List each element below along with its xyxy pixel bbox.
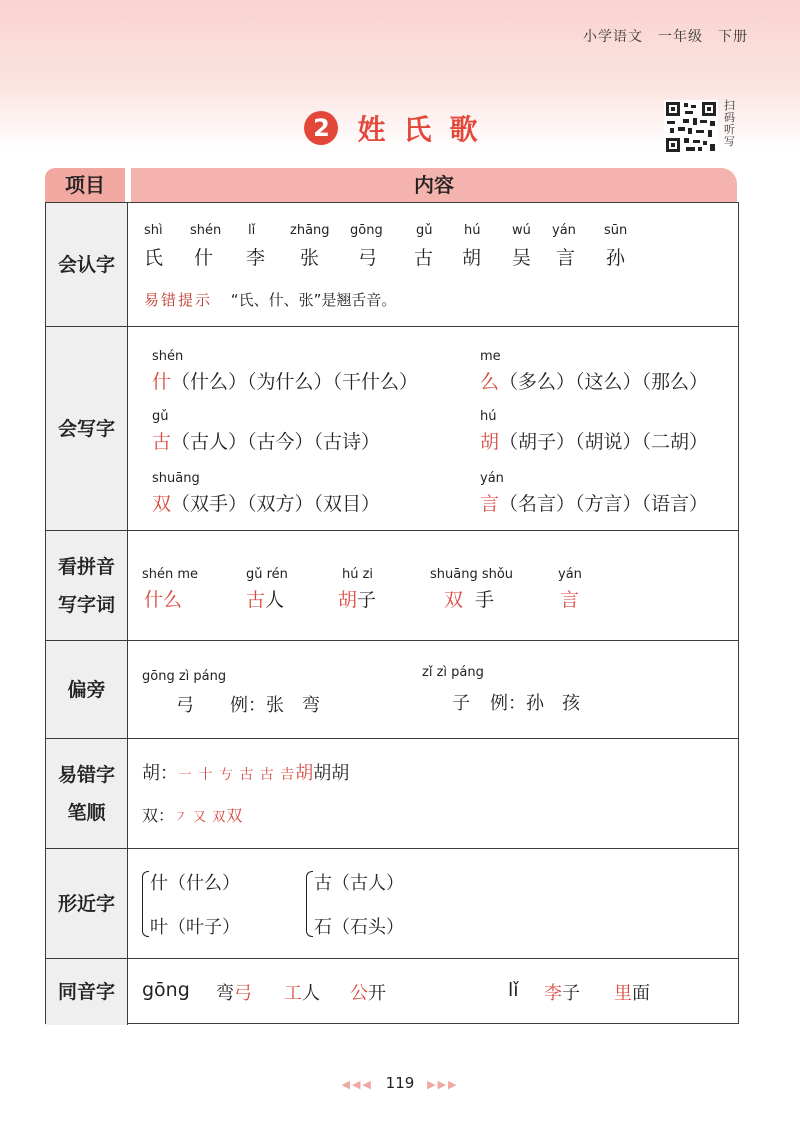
char: 孙 xyxy=(606,247,626,269)
header-content: 内容 xyxy=(131,168,737,202)
row-label: 偏旁 xyxy=(46,641,128,738)
header-item: 项目 xyxy=(45,168,125,202)
row-content xyxy=(128,531,738,640)
row-label: 形近字 xyxy=(46,849,128,958)
char: 氏 xyxy=(144,247,164,269)
stroke-order-shuang: 双：㇇ 又 双双 xyxy=(142,806,243,825)
left-arrows-icon: ◀◀◀ xyxy=(341,1078,373,1091)
pinyin: sūn xyxy=(604,223,628,238)
page-number-text: 119 xyxy=(385,1074,415,1092)
book-info: 小学语文 一年级 下册 xyxy=(583,29,748,45)
homophone-word: 弯弓 xyxy=(216,983,252,1004)
row-content xyxy=(128,327,738,530)
pinyin: shén xyxy=(190,223,222,238)
answer: 言 xyxy=(560,589,580,611)
pinyin: shén me xyxy=(142,567,199,582)
row-write xyxy=(46,327,738,531)
pinyin: shuāng shǒu xyxy=(430,567,514,582)
char: 什 xyxy=(194,247,214,269)
hint-text: “氏、什、张”是翘舌音。 xyxy=(230,291,397,309)
row-content xyxy=(128,641,738,738)
pinyin: hú xyxy=(464,223,481,238)
pinyin: yán xyxy=(558,567,582,582)
char: 张 xyxy=(300,247,320,269)
table-header xyxy=(45,168,737,202)
similar-word: 石（石头） xyxy=(314,917,404,938)
pinyin: shuāng xyxy=(152,471,200,486)
pinyin: wú xyxy=(512,223,531,238)
similar-word: 什（什么） xyxy=(150,873,240,894)
row-stroke xyxy=(46,739,738,849)
row-content xyxy=(128,739,738,848)
brace xyxy=(306,871,313,937)
row-similar xyxy=(46,849,738,959)
word-group: 么（多么）（这么）（那么） xyxy=(480,371,709,393)
pinyin: lǐ xyxy=(508,979,519,1001)
pinyin: me xyxy=(480,349,501,364)
lesson-title: 姓氏歌 xyxy=(357,113,496,146)
row-pinyin xyxy=(46,531,738,641)
char: 李 xyxy=(246,247,266,269)
row-label: 易错字 笔顺 xyxy=(46,739,128,848)
homophone-word: 公开 xyxy=(350,983,386,1004)
answer: 胡子 xyxy=(338,589,377,611)
answer: 古人 xyxy=(246,589,285,611)
word-group: 什（什么）（为什么）（干什么） xyxy=(152,371,419,393)
similar-word: 叶（叶子） xyxy=(150,917,240,938)
homophone-word: 里面 xyxy=(614,983,650,1004)
word-group: 言（名言）（方言）（语言） xyxy=(480,493,709,515)
homophone-word: 李子 xyxy=(544,983,580,1004)
pinyin: gǔ rén xyxy=(246,567,288,582)
pinyin: zhāng xyxy=(290,223,330,238)
row-homophone xyxy=(46,959,738,1025)
pinyin: shì xyxy=(144,223,163,238)
row-content xyxy=(128,849,738,958)
brace xyxy=(142,871,149,937)
char: 吴 xyxy=(512,247,532,269)
pinyin: gǔ xyxy=(152,409,169,424)
row-label: 会写字 xyxy=(46,327,128,530)
char: 胡 xyxy=(462,247,482,269)
stroke-order-hu: 胡：㇐ 十 𠀁 古 古 𠮷胡胡胡 xyxy=(142,763,350,784)
right-arrows-icon: ▶▶▶ xyxy=(427,1078,459,1091)
pinyin: yán xyxy=(552,223,576,238)
row-label: 会认字 xyxy=(46,203,128,326)
qr-code-icon[interactable] xyxy=(664,100,718,154)
homophone-word: 工人 xyxy=(284,983,320,1004)
row-radical xyxy=(46,641,738,739)
radical: 子 xyxy=(452,693,470,714)
row-content xyxy=(128,959,738,1025)
row-label: 看拼音 写字词 xyxy=(46,531,128,640)
lesson-number-badge: 2 xyxy=(304,111,338,145)
word-group: 双（双手）（双方）（双目） xyxy=(152,493,381,515)
qr-caption: 扫码听写 xyxy=(724,99,735,148)
pinyin: yán xyxy=(480,471,504,486)
pinyin: gōng zì páng xyxy=(142,669,227,684)
word-group: 胡（胡子）（胡说）（二胡） xyxy=(480,431,709,453)
radical: 弓 xyxy=(176,695,194,716)
example: 例：张 弯 xyxy=(230,695,320,716)
hint-label: 易错提示 xyxy=(144,291,213,309)
row-recognize xyxy=(46,203,738,327)
char: 古 xyxy=(414,247,434,269)
char: 言 xyxy=(556,247,576,269)
pinyin: hú xyxy=(480,409,497,424)
pinyin: shén xyxy=(152,349,184,364)
pinyin: zǐ zì páng xyxy=(422,665,484,680)
row-content xyxy=(128,203,738,326)
pinyin: hú zi xyxy=(342,567,374,582)
pinyin: lǐ xyxy=(248,223,256,238)
char: 弓 xyxy=(358,247,378,269)
example: 例：孙 孩 xyxy=(490,693,580,714)
row-label: 同音字 xyxy=(46,959,128,1025)
pinyin: gōng xyxy=(142,979,190,1001)
word-group: 古（古人）（古今）（古诗） xyxy=(152,431,381,453)
pinyin: gǔ xyxy=(416,223,433,238)
page-number xyxy=(0,1074,800,1092)
answer: 双 手 xyxy=(444,589,495,611)
hint xyxy=(144,289,396,310)
similar-word: 古（古人） xyxy=(314,873,404,894)
pinyin: gōng xyxy=(350,223,383,238)
answer: 什么 xyxy=(144,589,183,611)
content-table xyxy=(45,202,739,1024)
